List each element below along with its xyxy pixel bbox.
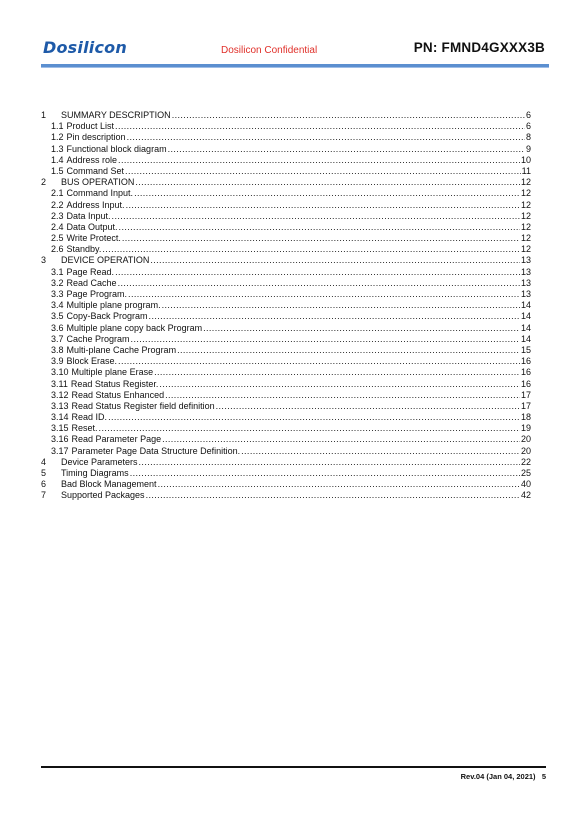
- toc-entry-title: Read Status Register.: [70, 378, 159, 389]
- toc-entry-page: 13: [520, 266, 531, 277]
- toc-entry-title: Read Status Register field definition: [71, 400, 215, 411]
- toc-leader-dots: [241, 446, 520, 457]
- toc-entry-page: 12: [520, 221, 531, 232]
- toc-entry-page: 18: [520, 412, 531, 423]
- toc-leader-dots: [135, 177, 520, 188]
- toc-leader-dots: [119, 222, 520, 233]
- toc-entry[interactable]: [41, 166, 531, 177]
- toc-entry-number: 2.6: [51, 244, 64, 255]
- toc-entry[interactable]: [41, 155, 531, 166]
- toc-entry-title: Read Status Enhanced: [71, 389, 165, 400]
- toc-entry[interactable]: [41, 200, 531, 211]
- toc-entry-title: Reset.: [71, 423, 98, 434]
- toc-entry-page: 6: [525, 121, 531, 132]
- toc-leader-dots: [131, 334, 520, 345]
- toc-entry-page: 8: [525, 132, 531, 143]
- part-number: PN: FMND4GXXX3B: [413, 40, 545, 55]
- toc-leader-dots: [162, 300, 520, 311]
- header-divider: [41, 64, 549, 68]
- toc-entry-title: Supported Packages: [61, 490, 145, 501]
- toc-entry-number: 3.3: [51, 289, 64, 299]
- toc-entry-number: 3.5: [51, 311, 64, 322]
- toc-entry-number: 1.3: [51, 143, 64, 154]
- toc-entry-number: 3: [41, 255, 47, 266]
- toc-entry[interactable]: [41, 390, 531, 401]
- toc-entry-number: 2.4: [51, 221, 64, 232]
- toc-entry-number: 3.10: [51, 367, 69, 378]
- confidential-label: Dosilicon Confidential: [221, 45, 318, 56]
- toc-entry-title: Page Program.: [66, 289, 128, 299]
- toc-entry[interactable]: [41, 289, 531, 300]
- toc-leader-dots: [125, 166, 521, 177]
- toc-leader-dots: [99, 423, 520, 434]
- toc-entry-page: 12: [520, 233, 531, 244]
- toc-entry[interactable]: [41, 222, 531, 233]
- toc-leader-dots: [149, 311, 520, 322]
- toc-entry-number: 3.11: [51, 378, 68, 389]
- table-of-contents: [41, 110, 531, 502]
- toc-leader-dots: [112, 211, 520, 222]
- toc-entry[interactable]: [41, 423, 531, 434]
- toc-entry[interactable]: [41, 255, 531, 266]
- toc-leader-dots: [158, 479, 520, 490]
- page-header: [41, 36, 549, 70]
- toc-leader-dots: [134, 188, 520, 199]
- toc-entry[interactable]: [41, 446, 531, 457]
- toc-leader-dots: [172, 110, 525, 121]
- toc-leader-dots: [154, 367, 520, 378]
- toc-leader-dots: [162, 434, 520, 445]
- toc-entry-number: 3.1: [51, 266, 64, 277]
- toc-entry[interactable]: [41, 434, 531, 445]
- toc-entry[interactable]: [41, 323, 531, 334]
- toc-entry-number: 2.3: [51, 210, 64, 221]
- toc-entry-page: 14: [520, 333, 531, 344]
- toc-leader-dots: [165, 390, 520, 401]
- toc-entry-page: 16: [520, 356, 531, 367]
- toc-entry-title: Block Erase.: [66, 356, 118, 367]
- toc-leader-dots: [168, 144, 525, 155]
- toc-entry-page: 40: [520, 479, 531, 490]
- toc-leader-dots: [115, 121, 525, 132]
- toc-leader-dots: [128, 289, 520, 300]
- toc-entry[interactable]: [41, 367, 531, 378]
- toc-leader-dots: [216, 401, 520, 412]
- toc-entry[interactable]: [41, 244, 531, 255]
- toc-entry-page: 13: [520, 277, 531, 288]
- toc-entry-number: 3.12: [51, 389, 69, 400]
- toc-leader-dots: [122, 233, 520, 244]
- toc-entry-title: BUS OPERATION: [61, 177, 135, 188]
- toc-entry-number: 3.8: [51, 344, 64, 355]
- toc-entry[interactable]: [41, 311, 531, 322]
- toc-entry-title: Page Read.: [66, 266, 115, 277]
- toc-entry[interactable]: [41, 177, 531, 188]
- toc-entry-number: 3.4: [51, 300, 64, 311]
- toc-leader-dots: [139, 457, 520, 468]
- toc-entry[interactable]: [41, 188, 531, 199]
- toc-entry-title: Product List: [66, 121, 115, 132]
- toc-entry-page: 16: [520, 367, 531, 378]
- toc-entry-title: DEVICE OPERATION: [61, 255, 150, 266]
- toc-entry-page: 20: [520, 445, 531, 456]
- toc-entry-title: Copy-Back Program: [66, 311, 148, 322]
- toc-entry-number: 1.2: [51, 132, 64, 143]
- toc-entry[interactable]: [41, 379, 531, 390]
- toc-entry-page: 12: [520, 244, 531, 255]
- toc-leader-dots: [115, 267, 520, 278]
- toc-entry-title: Command Input.: [66, 188, 134, 199]
- toc-entry[interactable]: [41, 121, 531, 132]
- toc-entry-page: 6: [525, 110, 531, 120]
- toc-entry[interactable]: [41, 345, 531, 356]
- toc-entry-number: 3.2: [51, 277, 64, 288]
- toc-leader-dots: [102, 244, 520, 255]
- toc-entry-title: SUMMARY DESCRIPTION: [61, 110, 171, 120]
- toc-entry-number: 3.14: [51, 412, 69, 423]
- toc-entry-page: 20: [520, 434, 531, 445]
- toc-entry[interactable]: [41, 278, 531, 289]
- toc-entry-number: 4: [41, 456, 47, 467]
- toc-entry-page: 22: [520, 456, 531, 467]
- toc-entry-page: 13: [520, 255, 531, 266]
- toc-entry-page: 12: [520, 210, 531, 221]
- toc-leader-dots: [203, 323, 520, 334]
- toc-entry[interactable]: [41, 300, 531, 311]
- page-footer: [461, 772, 546, 781]
- toc-entry-number: 3.6: [51, 322, 64, 333]
- toc-entry[interactable]: [41, 211, 531, 222]
- toc-entry-number: 3.9: [51, 356, 64, 367]
- toc-entry-number: 3.7: [51, 333, 64, 344]
- toc-entry[interactable]: [41, 267, 531, 278]
- toc-entry-number: 2: [41, 177, 47, 188]
- toc-entry-number: 2.1: [51, 188, 64, 199]
- toc-entry-page: 25: [520, 468, 531, 478]
- toc-entry-page: 12: [520, 188, 531, 199]
- toc-leader-dots: [118, 356, 520, 367]
- toc-entry-number: 1: [41, 110, 47, 120]
- toc-entry-number: 1.1: [51, 121, 64, 132]
- toc-entry[interactable]: [41, 412, 531, 423]
- toc-entry-number: 3.15: [51, 423, 69, 434]
- toc-entry-number: 5: [41, 468, 47, 478]
- toc-entry-title: Bad Block Management: [61, 479, 157, 490]
- toc-entry-title: Cache Program: [66, 333, 130, 344]
- toc-entry-title: Read Parameter Page: [71, 434, 162, 445]
- toc-leader-dots: [159, 379, 520, 390]
- toc-entry-title: Pin description: [66, 132, 126, 143]
- toc-entry-title: Address Input.: [66, 199, 125, 210]
- toc-entry-title: Device Parameters: [61, 456, 138, 467]
- toc-leader-dots: [126, 200, 520, 211]
- toc-entry-page: 11: [521, 165, 531, 176]
- toc-entry-number: 1.4: [51, 154, 64, 165]
- toc-entry-title: Timing Diagrams: [61, 468, 129, 478]
- toc-leader-dots: [118, 155, 520, 166]
- footer-divider: [41, 766, 546, 768]
- toc-entry-number: 3.13: [51, 400, 69, 411]
- toc-leader-dots: [118, 278, 520, 289]
- toc-entry[interactable]: [41, 468, 531, 479]
- toc-leader-dots: [127, 132, 525, 143]
- toc-entry-number: 3.17: [51, 445, 69, 456]
- toc-entry-title: Multiple plane Erase: [71, 367, 154, 378]
- toc-entry-page: 17: [520, 389, 531, 400]
- toc-entry[interactable]: [41, 233, 531, 244]
- toc-entry-page: 9: [525, 143, 531, 154]
- toc-entry-page: 13: [520, 289, 531, 299]
- toc-entry[interactable]: [41, 334, 531, 345]
- toc-entry-page: 14: [520, 322, 531, 333]
- toc-entry[interactable]: [41, 479, 531, 490]
- toc-entry-number: 7: [41, 490, 47, 501]
- toc-entry[interactable]: [41, 457, 531, 468]
- toc-entry-page: 12: [520, 177, 531, 188]
- toc-entry-title: Command Set: [66, 165, 125, 176]
- toc-entry-page: 17: [520, 400, 531, 411]
- toc-entry-title: Parameter Page Data Structure Definition.: [71, 445, 241, 456]
- toc-entry-page: 15: [520, 344, 531, 355]
- toc-entry-page: 12: [520, 199, 531, 210]
- toc-entry-title: Multi-plane Cache Program: [66, 344, 177, 355]
- toc-leader-dots: [130, 468, 520, 479]
- toc-entry-number: 6: [41, 479, 47, 490]
- toc-entry-title: Multiple plane copy back Program: [66, 322, 203, 333]
- toc-entry-number: 1.5: [51, 165, 64, 176]
- toc-entry-title: Read ID.: [71, 412, 108, 423]
- company-logo: Dosilicon: [43, 38, 127, 57]
- toc-entry-title: Standby.: [66, 244, 102, 255]
- revision-label: Rev.04 (Jan 04, 2021): [460, 772, 536, 781]
- toc-entry-title: Write Protect.: [66, 233, 121, 244]
- toc-entry[interactable]: [41, 132, 531, 143]
- toc-entry-title: Multiple plane program.: [66, 300, 161, 311]
- toc-entry-title: Functional block diagram: [66, 143, 167, 154]
- toc-entry[interactable]: [41, 401, 531, 412]
- toc-leader-dots: [108, 412, 520, 423]
- toc-entry-page: 16: [520, 378, 531, 389]
- page-number: 5: [541, 772, 546, 781]
- toc-entry[interactable]: [41, 144, 531, 155]
- toc-entry-number: 3.16: [51, 434, 69, 445]
- toc-entry-title: Read Cache: [66, 277, 117, 288]
- toc-leader-dots: [150, 255, 520, 266]
- toc-entry-page: 19: [520, 423, 531, 434]
- toc-entry-page: 14: [520, 311, 531, 322]
- toc-entry-title: Data Input.: [66, 210, 111, 221]
- toc-entry-number: 2.5: [51, 233, 64, 244]
- toc-entry-page: 42: [520, 490, 531, 501]
- toc-entry[interactable]: [41, 490, 531, 501]
- toc-entry-title: Address role: [66, 154, 118, 165]
- toc-entry-title: Data Output.: [66, 221, 118, 232]
- toc-entry-page: 14: [520, 300, 531, 311]
- toc-leader-dots: [177, 345, 520, 356]
- toc-leader-dots: [146, 490, 520, 501]
- toc-entry[interactable]: [41, 110, 531, 121]
- toc-entry[interactable]: [41, 356, 531, 367]
- toc-entry-page: 10: [520, 154, 531, 165]
- toc-entry-number: 2.2: [51, 199, 64, 210]
